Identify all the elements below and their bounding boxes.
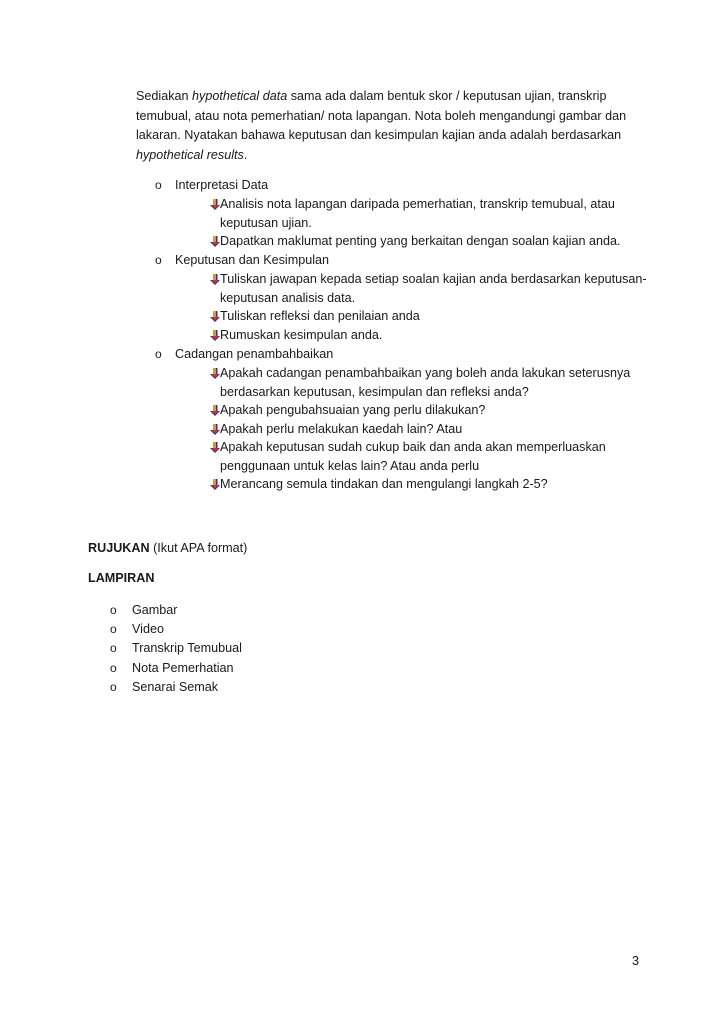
- list-item: [110, 601, 242, 620]
- intro-italic-1: hypothetical data: [192, 89, 288, 103]
- section-label: Keputusan dan Kesimpulan: [175, 253, 330, 267]
- intro-paragraph: [136, 87, 636, 165]
- lampiran-title: LAMPIRAN: [88, 571, 155, 585]
- lampiran-list: [110, 601, 242, 697]
- list-item: [155, 195, 650, 232]
- circle-bullet: o: [155, 253, 162, 267]
- rujukan-heading: [88, 541, 247, 555]
- arrow-down-icon: [210, 274, 220, 286]
- arrow-down-icon: [210, 442, 220, 454]
- list-item-text: Gambar: [132, 603, 178, 617]
- list-item: [110, 639, 242, 658]
- section-label: Cadangan penambahbaikan: [175, 347, 334, 361]
- arrow-down-icon: [210, 424, 220, 436]
- list-item-text: Apakah cadangan penambahbaikan yang boleh anda lakukan seterusnya berdasarkan keputusan, kesimpulan dan refleksi anda?: [220, 366, 631, 399]
- section-keputusan-kesimpulan: [155, 251, 655, 344]
- list-item: [110, 678, 242, 697]
- circle-bullet: o: [110, 660, 117, 675]
- list-item-text: Analisis nota lapangan daripada pemerhatian, transkrip temubual, atau keputusan ujian.: [220, 197, 615, 230]
- list-item: [155, 475, 650, 494]
- list-item-text: Rumuskan kesimpulan anda.: [220, 327, 383, 342]
- rujukan-note: (Ikut APA format): [149, 541, 248, 555]
- list-item: [155, 270, 650, 307]
- circle-bullet: o: [110, 622, 117, 637]
- list-item-text: Apakah perlu melakukan kaedah lain? Atau: [220, 421, 463, 436]
- list-item: [155, 420, 650, 439]
- section-heading: [155, 251, 655, 270]
- intro-text-3: .: [243, 147, 248, 162]
- list-item: [155, 307, 650, 326]
- list-item-text: Tuliskan jawapan kepada setiap soalan kajian anda berdasarkan keputusan-keputusan analisis data.: [220, 272, 647, 305]
- intro-text-1: Sediakan: [136, 89, 193, 103]
- circle-bullet: o: [110, 641, 117, 656]
- arrow-down-icon: [210, 236, 220, 248]
- list-item: [155, 232, 650, 251]
- section-label: Interpretasi Data: [175, 178, 269, 192]
- circle-bullet: o: [155, 178, 162, 192]
- list-item: [155, 364, 650, 401]
- list-item: [110, 620, 242, 639]
- list-item-text: Dapatkan maklumat penting yang berkaitan dengan soalan kajian anda.: [220, 234, 621, 248]
- rujukan-title: RUJUKAN: [88, 541, 150, 555]
- arrow-down-icon: [210, 368, 220, 380]
- lampiran-heading: [88, 571, 154, 585]
- arrow-down-icon: [210, 311, 220, 323]
- list-item-text: Apakah pengubahsuaian yang perlu dilakukan?: [220, 403, 486, 417]
- list-item-text: Apakah keputusan sudah cukup baik dan anda akan memperluaskan penggunaan untuk kelas lain? Atau anda perlu: [220, 440, 606, 473]
- circle-bullet: o: [155, 347, 162, 361]
- circle-bullet: o: [110, 679, 117, 694]
- arrow-down-icon: [210, 199, 220, 211]
- list-item-text: Tuliskan refleksi dan penilaian anda: [220, 309, 420, 323]
- list-item-text: Video: [132, 622, 164, 637]
- intro-text-2: sama ada dalam bentuk skor / keputusan ujian, transkrip temubual, atau nota pemerhatian/ nota lapangan. Nota boleh mengandungi gambar dan lakaran. Nyatakan bahawa keputusan dan kesimpulan kajian anda adalah berdasarkan: [136, 89, 627, 142]
- arrow-down-icon: [210, 330, 220, 342]
- list-item-text: Senarai Semak: [132, 679, 219, 694]
- section-heading: [155, 345, 655, 364]
- list-item-text: Nota Pemerhatian: [132, 660, 234, 675]
- section-cadangan-penambahbaikan: [155, 345, 655, 494]
- section-heading: [155, 176, 655, 195]
- arrow-down-icon: [210, 479, 220, 491]
- list-item: [155, 401, 650, 420]
- circle-bullet: o: [110, 603, 117, 617]
- intro-italic-2: hypothetical results: [136, 147, 244, 162]
- list-item: [155, 438, 650, 475]
- arrow-down-icon: [210, 405, 220, 417]
- list-item: [110, 659, 242, 678]
- list-item-text: Merancang semula tindakan dan mengulangi langkah 2-5?: [220, 477, 548, 491]
- list-item-text: Transkrip Temubual: [132, 641, 242, 656]
- list-item: [155, 326, 650, 345]
- page-number: 3: [632, 954, 640, 968]
- section-interpretasi-data: [155, 176, 655, 251]
